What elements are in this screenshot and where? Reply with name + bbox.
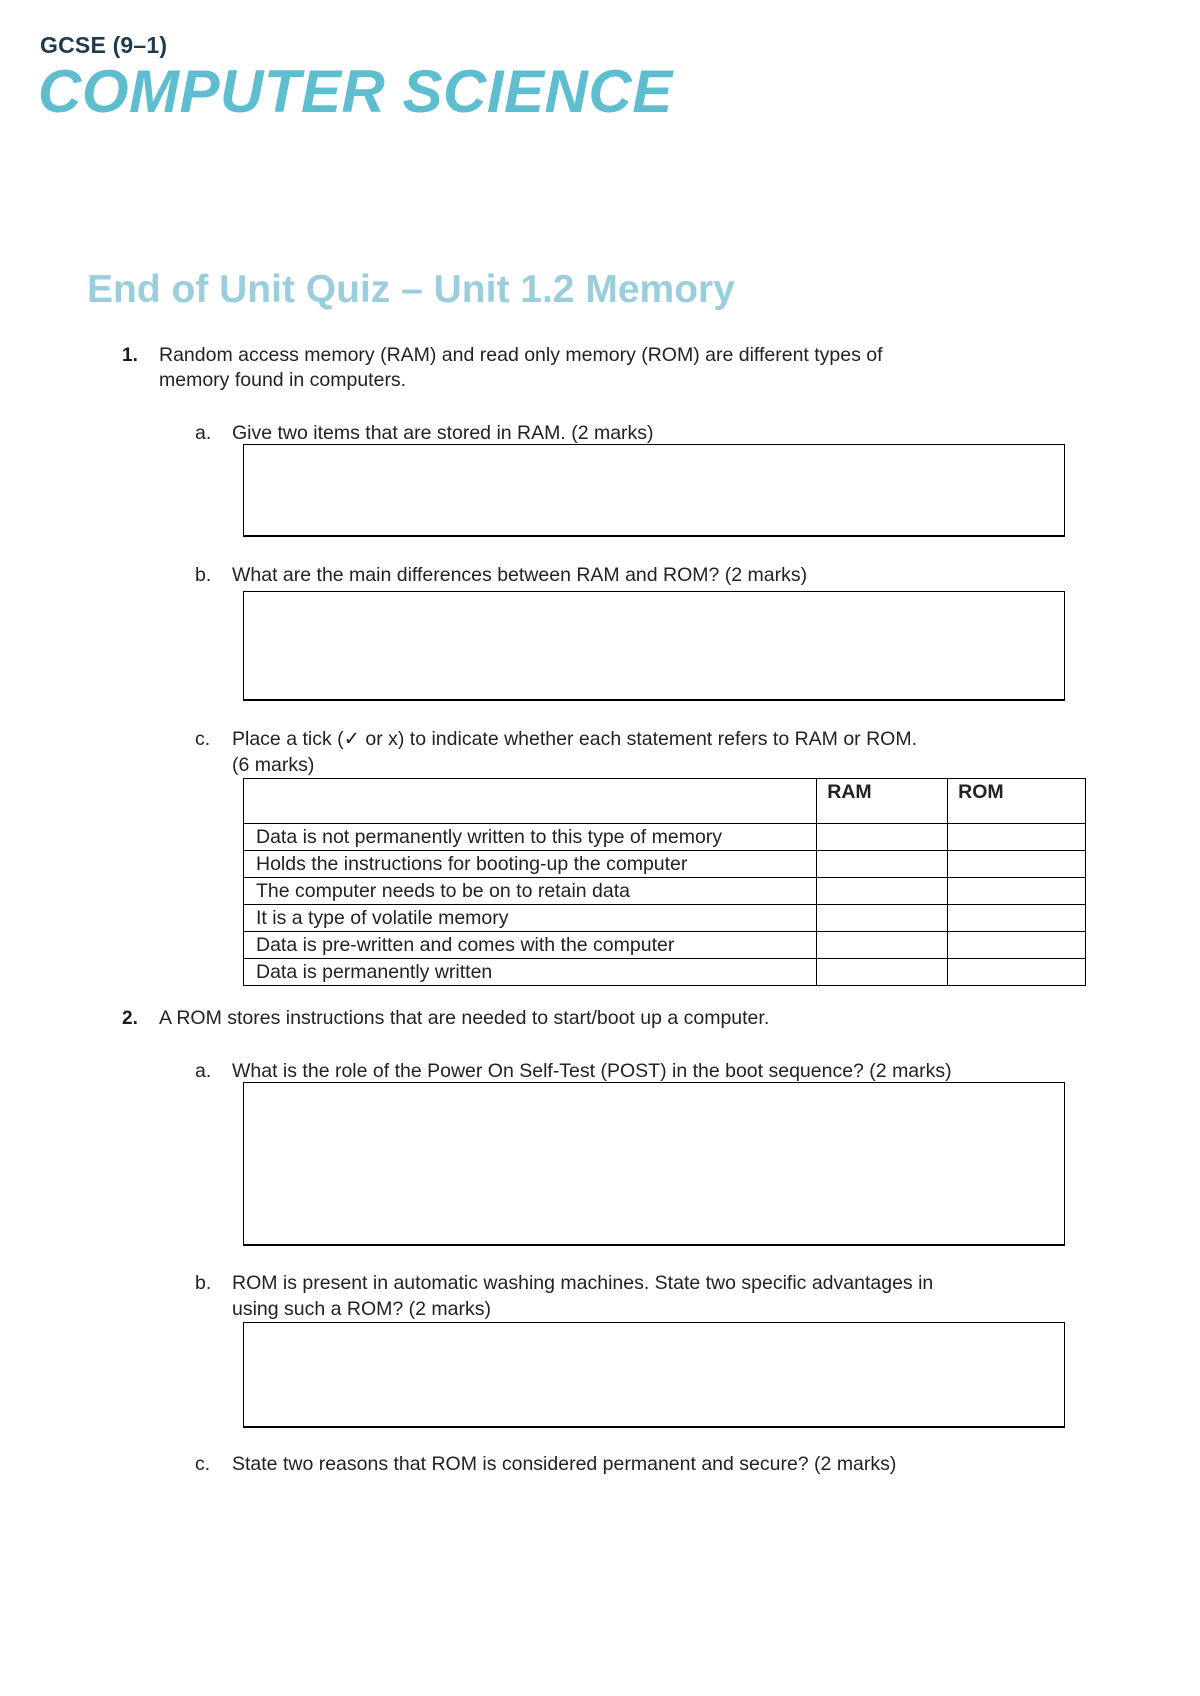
question-2b-text-line2: using such a ROM? (2 marks): [232, 1298, 491, 1320]
question-2-number: 2.: [122, 1008, 138, 1029]
table-row: [244, 878, 1086, 905]
statement-cell: Data is not permanently written to this type of memory: [244, 824, 817, 851]
table-row: [244, 824, 1086, 851]
ram-tick-cell[interactable]: [817, 824, 948, 851]
question-2b-text-line1: ROM is present in automatic washing machines. State two specific advantages in: [232, 1272, 934, 1294]
course-label: GCSE (9–1): [40, 32, 168, 58]
ram-tick-cell[interactable]: [817, 959, 948, 986]
rom-tick-cell[interactable]: [948, 824, 1086, 851]
ram-rom-tick-table: [243, 778, 1086, 986]
question-1b-text: What are the main differences between RAM and ROM? (2 marks): [232, 564, 808, 586]
statement-cell: The computer needs to be on to retain data: [244, 878, 817, 905]
page-title: End of Unit Quiz – Unit 1.2 Memory: [87, 268, 735, 311]
rom-tick-cell[interactable]: [948, 905, 1086, 932]
table-row: [244, 932, 1086, 959]
question-1b-letter: b.: [195, 564, 212, 586]
table-row: [244, 905, 1086, 932]
question-1c-text-line2: (6 marks): [232, 754, 315, 776]
table-header-ram: RAM: [817, 779, 948, 824]
question-2b-letter: b.: [195, 1272, 212, 1294]
answer-box-1b[interactable]: [243, 591, 1065, 701]
question-1-text-line2: memory found in computers.: [159, 369, 407, 391]
question-1c-letter: c.: [195, 728, 211, 750]
answer-box-2b[interactable]: [243, 1322, 1065, 1428]
table-header-row: [244, 779, 1086, 824]
ram-tick-cell[interactable]: [817, 905, 948, 932]
question-1-number: 1.: [122, 345, 138, 366]
ram-tick-cell[interactable]: [817, 932, 948, 959]
question-1a-text: Give two items that are stored in RAM. (2 marks): [232, 422, 654, 444]
rom-tick-cell[interactable]: [948, 878, 1086, 905]
rom-tick-cell[interactable]: [948, 932, 1086, 959]
question-1-text-line1: Random access memory (RAM) and read only memory (ROM) are different types of: [159, 344, 883, 366]
question-2c-letter: c.: [195, 1453, 211, 1475]
question-1a-letter: a.: [195, 422, 212, 444]
answer-box-1a[interactable]: [243, 444, 1065, 537]
question-2a-letter: a.: [195, 1060, 212, 1082]
question-2c-text: State two reasons that ROM is considered permanent and secure? (2 marks): [232, 1453, 897, 1475]
table-header-statement: [244, 779, 817, 824]
question-2-text: A ROM stores instructions that are needed to start/boot up a computer.: [159, 1007, 770, 1029]
question-2a-text: What is the role of the Power On Self-Test (POST) in the boot sequence? (2 marks): [232, 1060, 952, 1082]
table-row: [244, 959, 1086, 986]
answer-box-2a[interactable]: [243, 1082, 1065, 1246]
statement-cell: Data is pre-written and comes with the computer: [244, 932, 817, 959]
table-row: [244, 851, 1086, 878]
question-1c-text-line1: Place a tick (✓ or x) to indicate whether each statement refers to RAM or ROM.: [232, 728, 918, 750]
subject-logo: COMPUTER SCIENCE: [38, 58, 673, 125]
statement-cell: Holds the instructions for booting-up the computer: [244, 851, 817, 878]
ram-tick-cell[interactable]: [817, 851, 948, 878]
statement-cell: It is a type of volatile memory: [244, 905, 817, 932]
statement-cell: Data is permanently written: [244, 959, 817, 986]
table-header-rom: ROM: [948, 779, 1086, 824]
rom-tick-cell[interactable]: [948, 851, 1086, 878]
rom-tick-cell[interactable]: [948, 959, 1086, 986]
ram-tick-cell[interactable]: [817, 878, 948, 905]
